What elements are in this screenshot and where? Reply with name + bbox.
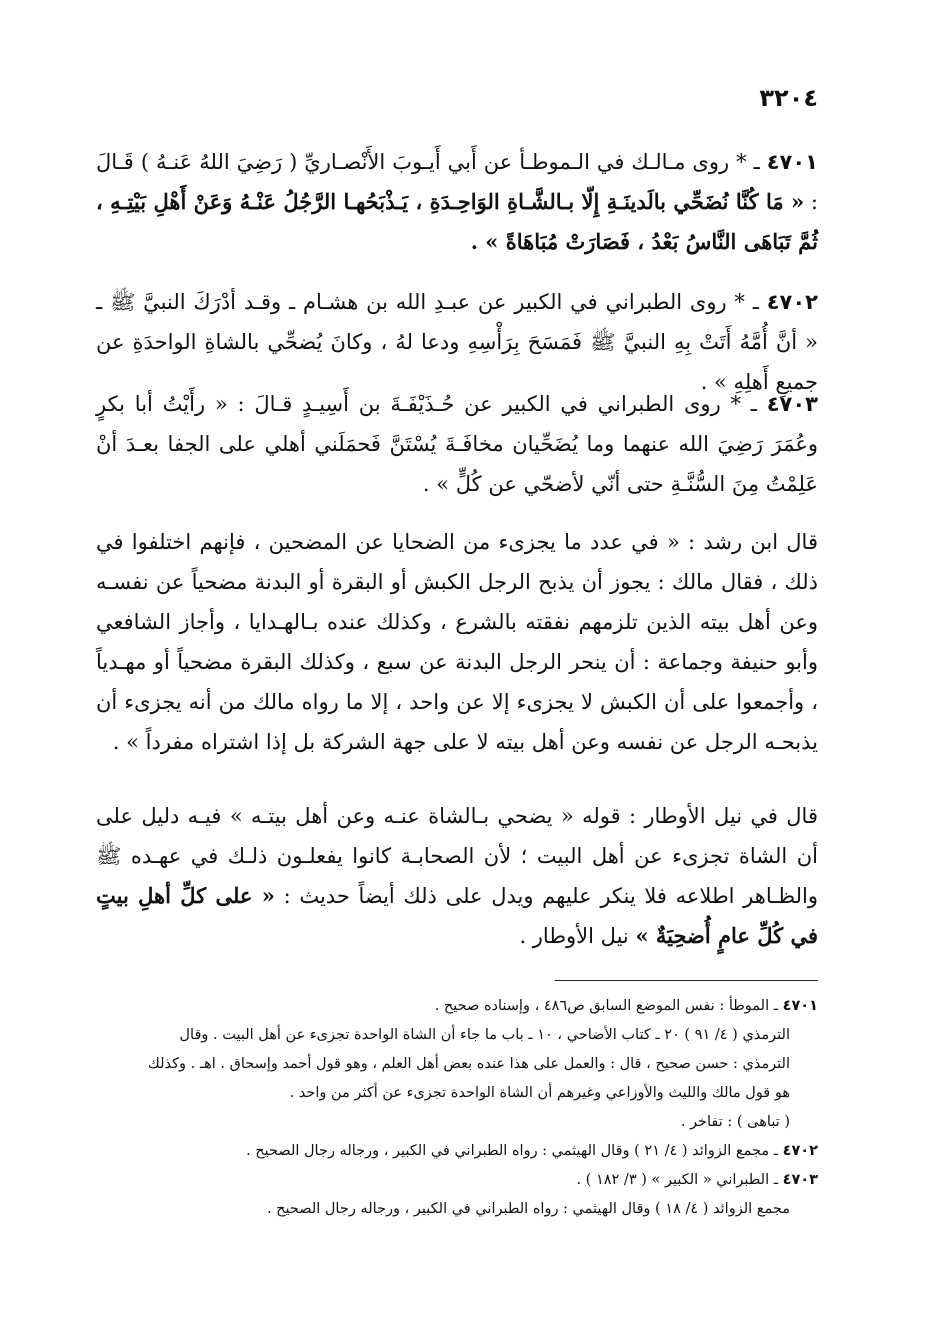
footnote-number: ٤٧٠١ bbox=[782, 998, 818, 1014]
hadith-separator: ـ * bbox=[726, 290, 767, 314]
page-number: ٣٢٠٤ bbox=[759, 84, 818, 112]
footnote-line: الترمذي ( ٤/ ٩١ ) ٢٠ ـ كتاب الأضاحي ، ١٠ ـ باب ما جاء أن الشاة الواحدة تجزىء عن أهل البيت . وقال bbox=[179, 1027, 790, 1043]
footnote-4703 bbox=[96, 1166, 818, 1195]
footnote-4702 bbox=[96, 1137, 818, 1166]
footnote-line: الترمذي : حسن صحيح ، قال : والعمل على هذا عنده بعض أهل العلم ، وهو قول أحمد وإسحاق . اهـ . وكذلك bbox=[147, 1056, 790, 1072]
hadith-intro: روى الطبراني في الكبير عن عبـدِ الله بن هشـام ـ وقـد أدْرَكَ النبيَّ ﷺ ـ bbox=[96, 290, 727, 314]
commentary-nayl-al-awtar bbox=[96, 796, 818, 956]
footnote-divider bbox=[555, 980, 818, 981]
hadith-4703 bbox=[96, 384, 818, 504]
hadith-number: ٤٧٠١ bbox=[766, 150, 818, 174]
footnote-line: ـ الطبراني « الكبير » ( ٣/ ١٨٢ ) . bbox=[576, 1172, 783, 1188]
footnote-line: هو قول مالك والليث والأوزاعي وغيرهم أن الشاة الواحدة تجزىء عن أكثر من واحد . bbox=[289, 1085, 790, 1101]
hadith-quote: « على كلِّ أهلِ بيتٍ في كُلِّ عامٍ أُضحِيَةٌ » bbox=[96, 883, 818, 948]
paragraph: قال ابن رشد : « في عدد ما يجزىء من الضحايا عن المضحين ، فإنهم اختلفوا في ذلك ، فقال مالك : يجوز أن يذبح الرجل الكبش أو البقرة أو البدنة مضحياً عن نفسـه وعن أهل بيته الذين تلزمهم نفقته بالشرع ، وكذلك عنده بـالهـدايا ، وأجاز الشافعي وأبو حنيفة وجماعة : أن ينحر الرجل البدنة عن سبع ، وكذلك البقرة مضحياً أو مهـدياً ، وأجمعوا على أن الكبش لا يجزىء إلا عن واحد ، إلا ما رواه مالك من أنه يجزىء أن يذبحـه الرجل عن نفسه وعن أهل بيته لا على جهة الشركة بل إذا اشتراه مفرداً » . bbox=[96, 530, 818, 754]
hadith-intro: روى مـالـك في الـموطـأ عن أَبي أَيـوبَ الأَنْصـاريِّ ( رَضِيَ اللهُ عَنـهُ ) قَـالَ : bbox=[96, 150, 818, 214]
footnote-line: ـ الموطأ : نفس الموضع السابق ص٤٨٦ ، وإسناده صحيح . bbox=[434, 998, 783, 1014]
hadith-number: ٤٧٠٢ bbox=[766, 290, 818, 314]
footnote-line: مجمع الزوائد ( ٤/ ١٨ ) وقال الهيثمي : رواه الطبراني في الكبير ، ورجاله رجال الصحيح . bbox=[266, 1201, 790, 1217]
source-reference: نيل الأوطار . bbox=[519, 924, 636, 948]
hadith-4701 bbox=[96, 142, 818, 262]
hadith-number: ٤٧٠٣ bbox=[766, 392, 818, 416]
hadith-intro: روى الطبراني في الكبير عن حُـذَيْفَـةَ بن أَسِيـدٍ قـالَ : bbox=[237, 392, 721, 416]
footnote-4701 bbox=[96, 992, 818, 1021]
footnote-number: ٤٧٠٣ bbox=[782, 1172, 818, 1188]
hadith-separator: ـ * bbox=[720, 392, 767, 416]
hadith-text: « رأَيْتُ أبا بكرٍ وعُمَرَ رَضِيَ الله عنهما وما يُضَحِّيان مخافَـةَ يُسْتَنَّ فَحمَلَني أهلي على الجفا بعـدَ أنْ عَلِمْتُ مِنَ السُّنَّـةِ حتى أنّي لأضحّي عن كُلٍّ » . bbox=[96, 392, 818, 496]
footnote-number: ٤٧٠٢ bbox=[782, 1143, 818, 1159]
hadith-separator: ـ * bbox=[729, 150, 767, 174]
hadith-text: « مَا كُنَّا نُضَحِّي بالَدينَـةِ إِلّا بـالشَّـاةِ الوَاحِـدَةِ ، يَـذْبَحُهـا الرَّجُلُ عَنْـهُ وَعَنْ أَهْلِ بَيْتِـهِ ، ثُمَّ تَبَاهَى النَّاسُ بَعْدُ ، فَصَارَتْ مُبَاهَاةً » . bbox=[96, 189, 818, 254]
footnotes bbox=[96, 992, 818, 1224]
footnote-line: ( تباهى ) : تفاخر . bbox=[680, 1114, 790, 1130]
paragraph: قال في نيل الأوطار : قوله « يضحي بـالشاة عنـه وعن أهل بيتـه » فيـه دليل على أن الشاة تجزىء عن أهل البيت ؛ لأن الصحابـة كانوا يفعلـون ذلـك في عهـده ﷺ والظـاهر اطلاعه فلا ينكر عليهم ويدل على ذلك أيضاً حديث : bbox=[96, 804, 818, 908]
hadith-text: « أنَّ أُمَّهُ أَتَتْ بِهِ النبيَّ ﷺ فَمَسَحَ بِرَأْسِهِ ودعا لهُ ، وكانَ يُضحِّي بالشاةِ الواحدَةِ عن جميعِ أَهلِهِ » . bbox=[96, 330, 818, 394]
footnote-line: ـ مجمع الزوائد ( ٤/ ٢١ ) وقال الهيثمي : رواه الطبراني في الكبير ، ورجاله رجال الصحيح . bbox=[246, 1143, 783, 1159]
commentary-ibn-rushd bbox=[96, 522, 818, 762]
